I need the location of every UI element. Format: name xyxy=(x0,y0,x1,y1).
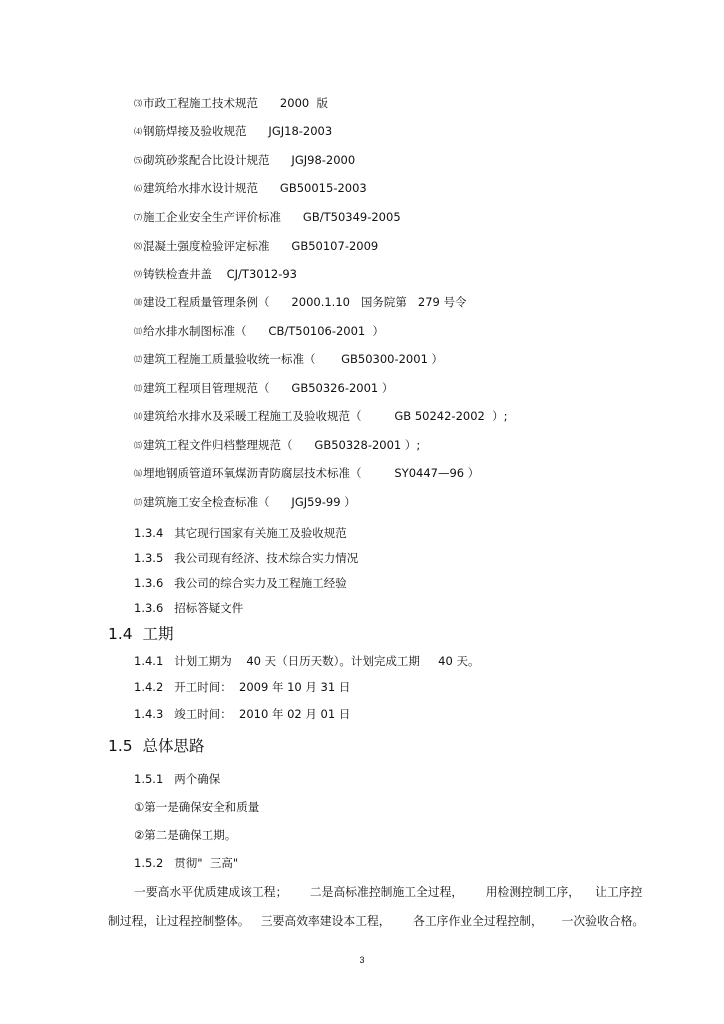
list-item xyxy=(134,352,443,367)
subsection-item: 1.4.2 开工时间： 2009 年 10 月 31 日 xyxy=(134,680,351,694)
item-number: ⑽ xyxy=(134,298,142,307)
page-number: 3 xyxy=(359,955,365,965)
paragraph-line: 一要高水平优质建成该工程； 二是高标准控制施工全过程， 用检测控制工序， 让工序控 xyxy=(134,885,643,899)
item-text: 建筑给水排水及采暖工程施工及验收规范（ GB 50242-2002 ）; xyxy=(143,409,508,423)
list-item xyxy=(134,153,355,168)
list-item xyxy=(134,124,332,139)
item-number: ⒁ xyxy=(134,412,142,421)
list-item xyxy=(134,438,420,453)
list-item xyxy=(134,466,479,481)
subsection-item: 1.4.3 竣工时间： 2010 年 02 月 01 日 xyxy=(134,707,351,721)
subsection-item: 1.3.6 我公司的综合实力及工程施工经验 xyxy=(134,576,347,590)
list-item xyxy=(134,324,384,339)
item-text: 建筑工程项目管理规范（ GB50326-2001 ） xyxy=(143,381,394,395)
list-item xyxy=(134,239,378,254)
item-number: ⑶ xyxy=(134,99,142,108)
subsection-item: 1.3.5 我公司现有经济、技术综合实力情况 xyxy=(134,551,359,565)
section-heading: 1.4 工期 xyxy=(108,625,174,643)
list-item xyxy=(134,267,297,282)
subsection-item: 1.4.1 计划工期为 40 天（日历天数）。计划完成工期 40 天。 xyxy=(134,654,480,668)
item-number: ⑻ xyxy=(134,242,142,251)
item-number: ⑹ xyxy=(134,184,142,193)
subsection-item: 1.3.6 招标答疑文件 xyxy=(134,601,244,615)
item-text: 建设工程质量管理条例（ 2000.1.10 国务院第 279 号令 xyxy=(143,295,467,309)
item-number: ⑾ xyxy=(134,327,142,336)
item-text: 铸铁检查井盖 CJ/T3012-93 xyxy=(143,267,297,281)
item-text: 混凝土强度检验评定标准 GB50107-2009 xyxy=(143,239,379,253)
list-item xyxy=(134,495,356,510)
item-text: 市政工程施工技术规范 2000 版 xyxy=(143,96,329,110)
subsection-item: 1.5.1 两个确保 xyxy=(134,772,221,786)
list-item xyxy=(134,210,401,225)
list-item xyxy=(134,409,508,424)
item-number: ⒀ xyxy=(134,384,142,393)
list-item: ②第二是确保工期。 xyxy=(134,828,237,842)
item-number: ⑿ xyxy=(134,355,142,364)
item-number: ⒃ xyxy=(134,469,142,478)
subsection-item: 1.5.2 贯彻" 三高" xyxy=(134,856,239,870)
item-text: 施工企业安全生产评价标准 GB/T50349-2005 xyxy=(143,210,401,224)
list-item: ①第一是确保安全和质量 xyxy=(134,800,260,814)
item-text: 建筑工程文件归档整理规范（ GB50328-2001 ）; xyxy=(143,438,421,452)
item-text: 砌筑砂浆配合比设计规范 JGJ98-2000 xyxy=(143,153,356,167)
item-number: ⑺ xyxy=(134,213,142,222)
paragraph-line: 制过程，让过程控制整体。 三要高效率建设本工程， 各工序作业全过程控制， 一次验收合格。 xyxy=(108,914,645,928)
list-item xyxy=(134,96,328,111)
item-text: 埋地钢质管道环氧煤沥青防腐层技术标准（ SY0447—96 ） xyxy=(143,466,480,480)
item-text: 给水排水制图标准（ CB/T50106-2001 ） xyxy=(143,324,385,338)
item-number: ⑷ xyxy=(134,127,142,136)
item-text: 建筑工程施工质量验收统一标准（ GB50300-2001 ） xyxy=(143,352,444,366)
item-text: 钢筋焊接及验收规范 JGJ18-2003 xyxy=(143,124,333,138)
list-item xyxy=(134,381,393,396)
item-number: ⑼ xyxy=(134,270,142,279)
item-number: ⒂ xyxy=(134,441,142,450)
subsection-item: 1.3.4 其它现行国家有关施工及验收规范 xyxy=(134,526,347,540)
item-text: 建筑给水排水设计规范 GB50015-2003 xyxy=(143,181,367,195)
item-text: 建筑施工安全检查标准（ JGJ59-99 ） xyxy=(143,495,356,509)
section-heading: 1.5 总体思路 xyxy=(108,737,205,755)
list-item xyxy=(134,295,467,310)
item-number: ⑸ xyxy=(134,156,142,165)
list-item xyxy=(134,181,367,196)
item-number: ⒄ xyxy=(134,498,142,507)
